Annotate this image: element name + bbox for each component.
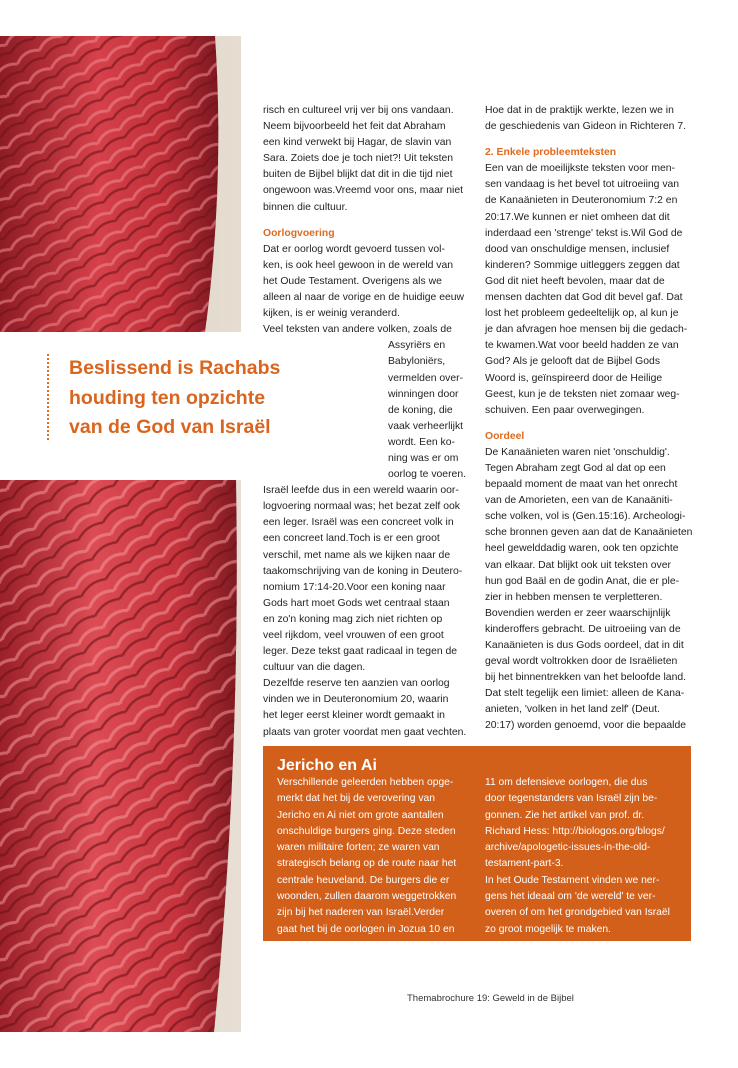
text-line: de koning, die — [388, 404, 453, 416]
paragraph — [263, 676, 477, 740]
rope-photo-bottom — [0, 480, 241, 1032]
text-column-2 — [485, 103, 697, 735]
box-title: Jericho en Ai — [277, 757, 377, 774]
pull-quote-line: houding ten opzichte — [69, 386, 266, 409]
text-line: vermelden over- — [388, 372, 464, 384]
text-line: wordt. Een ko- — [388, 436, 455, 448]
text-line: kijken, is er weinig veranderd. — [263, 308, 400, 320]
text-line: Woord is, geïnspireerd door de Heilige — [485, 372, 663, 384]
text-line: Veel teksten van andere volken, zoals de — [263, 324, 452, 336]
text-line: de geschiedenis van Gideon in Richteren 7. — [485, 121, 687, 133]
text-line: vinden we in Deuteronomium 20, waarin — [263, 694, 449, 706]
text-line: logvoering normaal was; het bezat zelf ook — [263, 501, 460, 513]
text-line: testament-part-3. — [485, 858, 564, 870]
text-line: Tegen Abraham zegt God al dat op een — [485, 462, 666, 474]
text-line: Kanaänieten is dus Gods oordeel, dat in dit — [485, 640, 684, 651]
text-line: zo groot mogelijk te maken. — [485, 923, 611, 935]
text-line: gonnen. Zie het artikel van prof. dr. — [485, 809, 645, 821]
text-line: van de Amorieten, een van de Kanaäniti- — [485, 495, 673, 507]
text-line: nomium 17:14-20.Voor een koning naar — [263, 581, 446, 593]
text-line: onschuldige burgers ging. Deze steden — [277, 825, 456, 837]
page-footer: Themabrochure 19: Geweld in de Bijbel — [407, 993, 574, 1004]
text-column-1 — [263, 103, 477, 741]
text-line: lost het probleem gedeeltelijk op, al kun je — [485, 308, 679, 320]
text-line: Verschillende geleerden hebben opge- — [277, 777, 454, 788]
text-line: centrale heuveland. De burgers die er — [277, 874, 450, 886]
text-line: overen of om het grondgebied van Israël — [485, 907, 670, 919]
text-line: kinderoffers gebracht. De uitroeiing van de — [485, 623, 681, 635]
text-line: alleen al naar de vorige en de huidige eeuw — [263, 292, 465, 304]
text-line: De Kanaänieten waren niet 'onschuldig'. — [485, 446, 670, 458]
text-line: archive/apologetic-issues-in-the-old- — [485, 842, 651, 854]
text-line: veel rijkdom, veel vrouwen of een groot — [263, 630, 444, 641]
text-line: Sara. Zoiets doe je toch niet?! Uit teksten — [263, 153, 454, 165]
text-line: buiten de Bijbel blijkt dat dit in die tijd niet — [263, 169, 453, 181]
paragraph — [485, 103, 697, 135]
text-line: heel gewelddadig waren, ook ten opzichte — [485, 543, 679, 555]
text-line: dood van onschuldige mensen, inclusief — [485, 243, 670, 255]
text-line: sche bronnen geven aan dat de Kanaänieten — [485, 527, 693, 539]
text-line: anieten, 'volken in het land zelf' (Deut. — [485, 704, 660, 716]
text-line: inderdaad een 'strenge' tekst is.Wil God de — [485, 227, 683, 239]
text-line: woonden, zullen daarom weggetrokken — [277, 891, 457, 903]
text-line: gens het ideaal om 'de wereld' te ver- — [485, 891, 656, 903]
text-line: taakomschrijving van de koning in Deutero- — [263, 565, 463, 577]
text-line: zijn bij het naderen van Israël.Verder — [277, 907, 445, 919]
text-line: ongewoon was.Vreemd voor ons, maar niet — [263, 185, 464, 197]
text-line: cultuur van die dagen. — [263, 662, 366, 674]
narrow-text-block — [388, 338, 477, 483]
text-line: schuiven. Een paar overwegingen. — [485, 404, 645, 416]
text-line: het leger eerst kleiner wordt gemaakt in — [263, 710, 445, 722]
text-line: Gods hart moet Gods wet centraal staan — [263, 597, 450, 609]
text-line: ning was er om — [388, 452, 459, 464]
text-line: Richard Hess: http://biologos.org/blogs/ — [485, 825, 665, 837]
text-line: geval wordt voltrokken door de Israëlieten — [485, 656, 678, 668]
text-line: door tegenstanders van Israël zijn be- — [485, 793, 658, 805]
text-line: plaats van groter voordat men gaat vechten. — [263, 726, 467, 738]
text-line: de Kanaänieten in Deuteronomium 7:2 en — [485, 195, 678, 207]
text-line: Israël leefde dus in een wereld waarin oor- — [263, 485, 459, 497]
section-heading: Oorlogvoering — [263, 227, 335, 239]
box-column-1 — [277, 775, 456, 938]
text-line: een leger. Israël was een concreet volk in — [263, 517, 454, 529]
text-line: In het Oude Testament vinden we ner- — [485, 874, 660, 886]
text-line: winningen door — [388, 388, 459, 400]
text-line: sen vandaag is het bevel tot uitroeiing van — [485, 179, 680, 191]
text-line: verschil, met name als we kijken naar de — [263, 549, 451, 561]
sidebar-box-jericho-ai — [263, 746, 691, 941]
text-line: en zo'n koning mag zich niet richten op — [263, 613, 443, 625]
pull-quote-line: Beslissend is Rachabs — [69, 357, 281, 379]
text-line: God? Als je gelooft dat de Bijbel Gods — [485, 356, 661, 368]
text-line: mensen dachten dat God dit bevel gaf. Dat — [485, 292, 683, 304]
text-line: oorlog te voeren. — [388, 469, 466, 481]
text-line: een concreet land.Toch is er een groot — [263, 533, 440, 545]
text-line: je dan afvragen hoe mensen bij die gedach- — [485, 324, 688, 336]
text-line: waren militaire forten; ze waren van — [277, 842, 440, 854]
text-line: merkt dat het bij de verovering van — [277, 793, 435, 805]
text-line: 20:17) worden genoemd, voor die bepaalde — [485, 720, 687, 732]
text-line: binnen die cultuur. — [263, 201, 348, 213]
box-column-2 — [485, 775, 670, 938]
paragraph — [485, 161, 697, 419]
text-line: bij het binnentrekken van het beloofde land. — [485, 672, 687, 684]
text-line: 11 om defensieve oorlogen, die dus — [485, 777, 648, 788]
text-line: hun god Baäl en de godin Anat, die er ple- — [485, 575, 680, 587]
text-line: Assyriërs en — [388, 340, 446, 352]
section-heading: 2. Enkele probleemteksten — [485, 147, 617, 159]
rope-photo-top — [0, 36, 241, 332]
text-line: Dezelfde reserve ten aanzien van oorlog — [263, 678, 450, 690]
text-line: Dat er oorlog wordt gevoerd tussen vol- — [263, 243, 445, 255]
text-line: Bovendien werden er zeer waarschijnlijk — [485, 607, 671, 619]
text-line: sche volken, vol is (Gen.15:16). Archeologi- — [485, 511, 686, 523]
text-line: risch en cultureel vrij ver bij ons vandaan. — [263, 105, 454, 116]
paragraph — [263, 103, 477, 216]
text-line: Babyloniërs, — [388, 356, 446, 368]
pull-quote-line: van de God van Israël — [69, 416, 271, 438]
text-line: vaak verheerlijkt — [388, 420, 464, 432]
text-line: ken, is ook heel gewoon in de wereld van — [263, 259, 454, 271]
text-line: het Oude Testament. Overigens als we — [263, 275, 442, 287]
text-line: Geest, kun je de teksten niet zomaar weg- — [485, 388, 680, 400]
paragraph — [263, 242, 477, 322]
text-line: leger. Deze tekst gaat radicaal in tegen de — [263, 646, 458, 658]
paragraph — [485, 445, 697, 735]
paragraph — [263, 322, 477, 676]
text-line: Hoe dat in de praktijk werkte, lezen we in — [485, 105, 674, 116]
text-line: Een van de moeilijkste teksten voor men- — [485, 163, 676, 175]
text-line: een kind verwekt bij Hagar, de slavin van — [263, 137, 452, 149]
text-line: kinderen? Sommige uitleggers zeggen dat — [485, 259, 680, 271]
text-line: Dat stelt tegelijk een limiet: alleen de Kana- — [485, 688, 685, 700]
text-line: te kwamen.Wat voor beeld hadden ze van — [485, 340, 679, 352]
text-line: van elkaar. Dat blijkt ook uit teksten over — [485, 559, 671, 571]
text-line: Jericho en Ai niet om grote aantallen — [277, 809, 444, 821]
text-line: gaat het bij de oorlogen in Jozua 10 en — [277, 923, 455, 935]
text-line: God dit niet heeft bevolen, maar dat de — [485, 275, 665, 287]
text-line: strategisch belang op de route naar het — [277, 858, 457, 870]
text-line: zier in hebben mensen te verpletteren. — [485, 591, 663, 603]
section-heading: Oordeel — [485, 430, 525, 442]
text-line: Neem bijvoorbeeld het feit dat Abraham — [263, 121, 446, 133]
text-line: bepaald moment de maat van het onrecht — [485, 479, 678, 491]
text-line: 20:17.We kunnen er niet omheen dat dit — [485, 211, 670, 223]
